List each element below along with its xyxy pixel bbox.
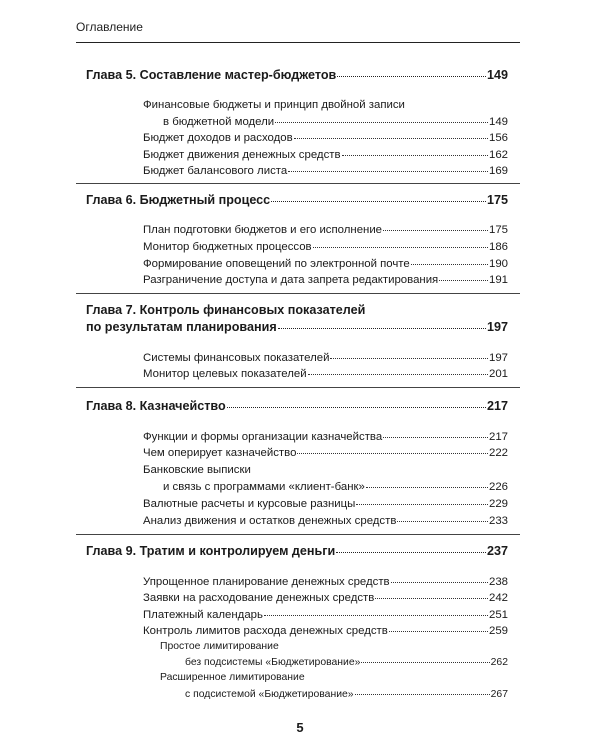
entry-title: Контроль лимитов расхода денежных средств [143,625,388,637]
chapter-title: по результатам планирования [86,320,277,334]
page-ref: 149 [486,68,508,82]
chapter-divider [76,534,520,535]
page-ref: 229 [488,498,508,510]
toc-entry-ch7-1[interactable] [143,351,508,365]
dot-leader [391,582,488,583]
toc-chapter-9[interactable] [86,544,508,558]
entry-title: Формирование оповещений по электронной почте [143,258,410,270]
page-ref: 233 [488,515,508,527]
header-rule [76,42,520,43]
dot-leader [330,358,488,359]
toc-entry-ch9-1[interactable] [143,575,508,589]
entry-title: с подсистемой «Бюджетирование» [185,689,354,700]
page-ref: 217 [488,431,508,443]
dot-leader [297,453,488,454]
toc-entry-ch5-3[interactable] [143,148,508,162]
toc-entry-ch6-1[interactable] [143,223,508,237]
dot-leader [308,374,488,375]
dot-leader [439,280,488,281]
dot-leader [264,615,488,616]
page-ref: 217 [486,399,508,413]
chapter-title: Глава 5. Составление мастер-бюджетов [86,68,337,82]
running-header: Оглавление [76,20,143,34]
entry-title: Функции и формы организации казначейства [143,431,383,443]
page-ref: 162 [488,149,508,161]
page-ref: 237 [486,544,508,558]
page-ref: 197 [486,320,508,334]
page-ref: 262 [490,657,508,668]
page-ref: 191 [488,274,508,286]
toc-entry-ch8-1[interactable] [143,430,508,444]
entry-title: Упрощенное планирование денежных средств [143,576,390,588]
toc-entry-ch6-4[interactable] [143,273,508,287]
toc-entry-ch8-5[interactable] [143,514,508,528]
toc-entry-ch8-3[interactable] [163,480,508,494]
dot-leader [337,76,486,77]
page-ref: 156 [488,132,508,144]
page-ref: 169 [488,165,508,177]
page-ref: 242 [488,592,508,604]
chapter-title: Глава 6. Бюджетный процесс [86,193,271,207]
dot-leader [313,247,488,248]
toc-subentry-ch9-6[interactable] [185,688,508,702]
page-ref: 190 [488,258,508,270]
toc-entry-ch9-2[interactable] [143,591,508,605]
toc-entry-ch5-1[interactable] [163,115,508,129]
page-ref: 197 [488,352,508,364]
toc-chapter-8[interactable] [86,399,508,413]
page-ref: 201 [488,368,508,380]
toc-chapter-6[interactable] [86,193,508,207]
page-ref: 186 [488,241,508,253]
page-ref: 238 [488,576,508,588]
entry-title: и связь с программами «клиент-банк» [163,481,365,493]
toc-entry-ch9-3[interactable] [143,608,508,622]
page-ref: 175 [486,193,508,207]
dot-leader [383,230,488,231]
toc-entry-ch6-3[interactable] [143,257,508,271]
entry-title: Платежный календарь [143,609,263,621]
dot-leader [389,631,488,632]
page-ref: 149 [488,116,508,128]
dot-leader [366,487,488,488]
page-ref: 259 [488,625,508,637]
chapter-divider [76,293,520,294]
chapter-title: Глава 8. Казначейство [86,399,226,413]
dot-leader [342,155,488,156]
entry-title: Монитор целевых показателей [143,368,307,380]
dot-leader [278,328,486,329]
dot-leader [411,264,488,265]
entry-title: Бюджет движения денежных средств [143,149,341,161]
entry-title: в бюджетной модели [163,116,275,128]
chapter-divider [76,183,520,184]
dot-leader [227,407,486,408]
page-ref: 175 [488,224,508,236]
page-number: 5 [296,720,304,735]
chapter-title: Глава 9. Тратим и контролируем деньги [86,544,336,558]
page-ref: 222 [488,447,508,459]
toc-entry-ch9-4[interactable] [143,624,508,638]
entry-title: Бюджет доходов и расходов [143,132,293,144]
page-ref: 251 [488,609,508,621]
toc-entry-ch7-2[interactable] [143,367,508,381]
dot-leader [383,437,488,438]
dot-leader [356,504,488,505]
entry-title: Заявки на расходование денежных средств [143,592,375,604]
entry-title: Анализ движения и остатков денежных средств [143,515,397,527]
page-ref: 267 [490,689,508,700]
toc-entry-ch5-1-line1[interactable]: Финансовые бюджеты и принцип двойной записи [143,99,405,111]
dot-leader [361,662,489,663]
page-ref: 226 [488,481,508,493]
dot-leader [294,138,488,139]
entry-title: Чем оперирует казначейство [143,447,297,459]
toc-chapter-5[interactable] [86,68,508,82]
entry-title: План подготовки бюджетов и его исполнение [143,224,383,236]
toc-entry-ch5-4[interactable] [143,164,508,178]
dot-leader [288,171,488,172]
dot-leader [375,598,488,599]
dot-leader [397,521,488,522]
entry-title: Бюджет балансового листа [143,165,288,177]
toc-entry-ch8-2[interactable] [143,446,508,460]
toc-entry-ch6-2[interactable] [143,240,508,254]
dot-leader [271,201,486,202]
entry-title: без подсистемы «Бюджетирование» [185,657,361,668]
toc-entry-ch8-4[interactable] [143,497,508,511]
chapter-divider [76,387,520,388]
toc-chapter-7-line1[interactable]: Глава 7. Контроль финансовых показателей [86,303,366,317]
entry-title: Разграничение доступа и дата запрета редактирования [143,274,439,286]
toc-chapter-7[interactable] [86,320,508,334]
toc-subentry-ch9-5-line1[interactable]: Простое лимитирование [160,641,279,652]
entry-title: Валютные расчеты и курсовые разницы [143,498,356,510]
entry-title: Монитор бюджетных процессов [143,241,312,253]
toc-entry-ch5-2[interactable] [143,131,508,145]
toc-subentry-ch9-6-line1[interactable]: Расширенное лимитирование [160,672,305,683]
dot-leader [355,694,490,695]
dot-leader [336,552,486,553]
dot-leader [275,122,488,123]
toc-subentry-ch9-5[interactable] [185,656,508,670]
entry-title: Системы финансовых показателей [143,352,330,364]
toc-entry-ch8-3-line1[interactable]: Банковские выписки [143,464,251,476]
